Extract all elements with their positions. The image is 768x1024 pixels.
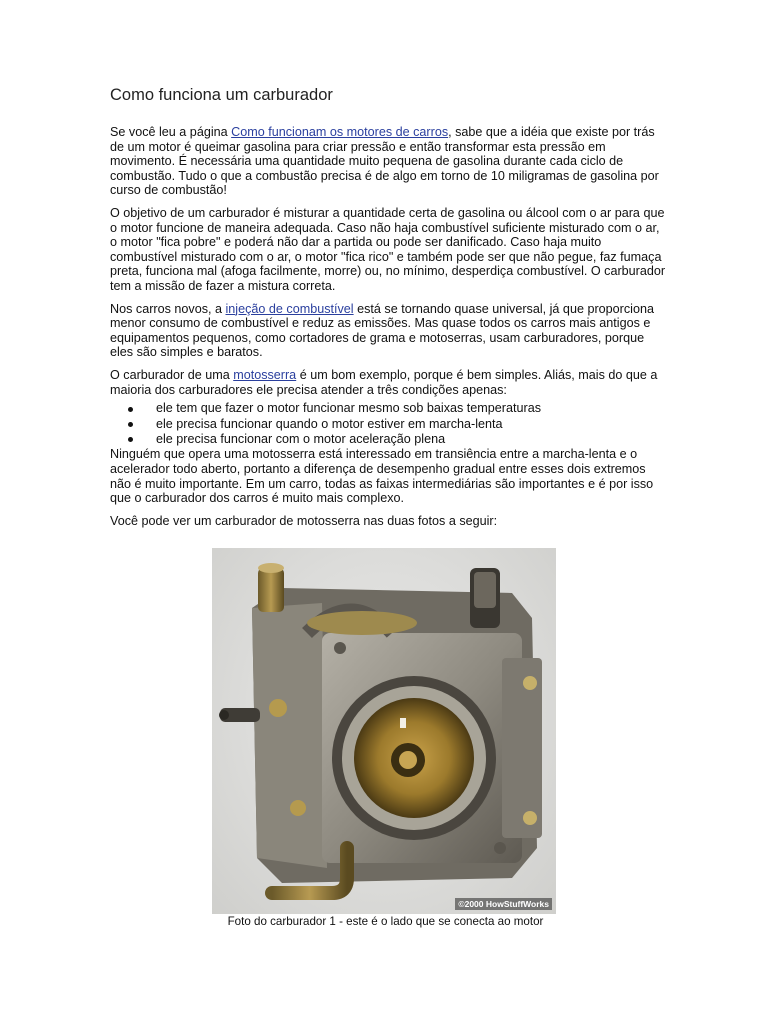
carburetor-illustration (212, 548, 556, 914)
page-title: Como funciona um carburador (110, 86, 333, 104)
paragraph-photos-intro: Você pode ver um carburador de motosserra nas duas fotos a seguir: (110, 513, 498, 528)
photo-credit: ©2000 HowStuffWorks (455, 898, 552, 910)
paragraph-purpose: O objetivo de um carburador é misturar a quantidade certa de gasolina ou álcool com o ar para que o motor funcione de maneira adequada. Caso não haja combustível suficiente misturado com o ar, o motor "fica pobre" e poderá não dar a partida ou pode ser danificado. Caso haja muito combustível misturado com o ar, o motor "fica rico" e também pode ser que não pegue, faz fumaça preta, funciona mal (afoga facilmente, morre) ou, no mínimo, desperdiça combustível. O carburador tem a missão de fazer a mistura correta. (110, 205, 666, 293)
carburetor-photo (212, 548, 556, 914)
list-item: ele tem que fazer o motor funcionar mesmo sob baixas temperaturas (110, 401, 670, 416)
text: , sabe que a idéia que existe por trás de um motor é queimar gasolina para criar pressão e então transformar esta pressão em movimento. É necessária uma quantidade muito pequena de gasolina durante cada ciclo de combustão. Tudo o que a combustão precisa é de algo em torno de 10 miligramas de gasolina por curso de combustão! (110, 125, 659, 198)
link-engines[interactable]: Como funcionam os motores de carros (231, 125, 449, 139)
link-chainsaw[interactable]: motosserra (233, 367, 297, 382)
paragraph-intro (110, 125, 670, 198)
text: está se tornando quase universal, já que proporciona menor consumo de combustível e reduz as emissões. Mas quase todos os carros mais antigos e equipamentos pequenos, como cortadores de grama e motoserras, usam carburadores, porque eles são simples e baratos. (110, 301, 654, 360)
list-item: ele precisa funcionar com o motor aceleração plena (110, 432, 670, 447)
conditions-list (110, 401, 670, 447)
link-fuel-injection[interactable]: injeção de combustível (225, 301, 354, 316)
photo-frame (212, 548, 556, 914)
paragraph-chainsaw (110, 368, 670, 397)
text: O carburador de uma (110, 367, 234, 382)
list-item: ele precisa funcionar quando o motor estiver em marcha-lenta (110, 417, 670, 432)
paragraph-injection (110, 302, 670, 360)
article (110, 86, 670, 536)
photo-caption: Foto do carburador 1 - este é o lado que se conecta ao motor (227, 915, 544, 928)
text: Se você leu a página (110, 125, 232, 139)
text: é um bom exemplo, porque é bem simples. Aliás, mais do que a maioria dos carburadores ele precisa atender a três condições apenas: (110, 367, 658, 397)
paragraph-transience: Ninguém que opera uma motosserra está interessado em transiência entre a marcha-lenta e o acelerador todo aberto, portanto a diferença de desempenho gradual entre esses dois extremos não é muito importante. Em um carro, todas as faixas intermediárias são importantes e é por isso que o carburador dos carros é muito mais complexo. (110, 447, 654, 506)
text: Nos carros novos, a (110, 301, 226, 316)
